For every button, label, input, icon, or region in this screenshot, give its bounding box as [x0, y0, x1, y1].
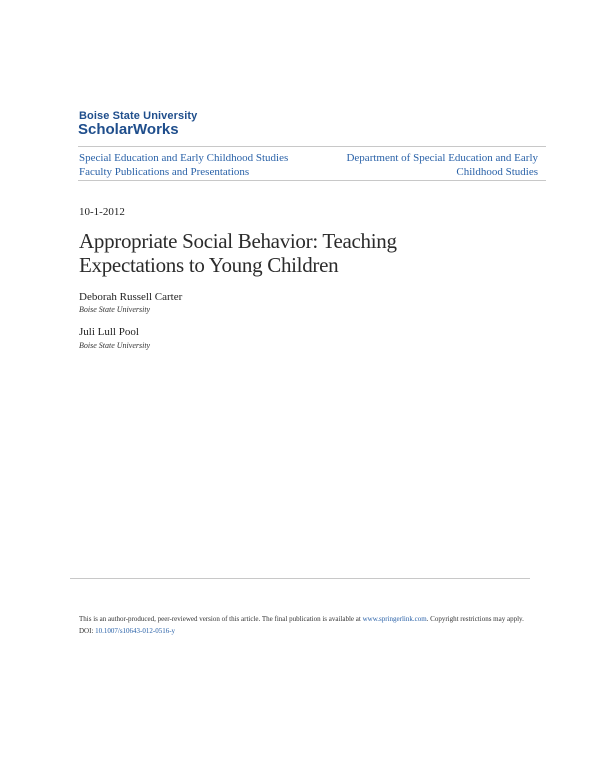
author-affiliation-1: Boise State University	[79, 305, 151, 314]
collection-line-2: Faculty Publications and Presentations	[79, 166, 250, 178]
collection-line-1: Special Education and Early Childhood Studies	[79, 152, 289, 164]
footer-divider	[70, 578, 530, 579]
header-divider	[78, 146, 546, 147]
publication-date: 10-1-2012	[79, 206, 125, 218]
notice-text-2: . Copyright restrictions may apply. DOI:	[79, 615, 524, 635]
notice-text-1: This is an author-produced, peer-reviewed version of this article. The final publication is available at	[79, 615, 363, 623]
author-name-1: Deborah Russell Carter	[79, 291, 183, 303]
doi-link[interactable]: 10.1007/s10643-012-0516-y	[95, 627, 176, 635]
article-title-line-1: Appropriate Social Behavior: Teaching	[79, 229, 397, 253]
department-link[interactable]	[318, 151, 538, 179]
copyright-notice	[79, 613, 527, 637]
department-line-1: Department of Special Education and Early	[346, 152, 538, 164]
collections-divider	[78, 180, 546, 181]
university-name: Boise State University	[79, 110, 198, 122]
author-name-2: Juli Lull Pool	[79, 326, 139, 338]
article-title	[79, 229, 499, 277]
author-affiliation-2: Boise State University	[79, 341, 151, 350]
springerlink-link[interactable]: www.springerlink.com	[362, 615, 427, 623]
article-title-line-2: Expectations to Young Children	[79, 253, 339, 277]
department-line-2: Childhood Studies	[456, 166, 538, 178]
scholarworks-link[interactable]: ScholarWorks	[78, 121, 179, 138]
collection-link[interactable]	[79, 151, 329, 179]
